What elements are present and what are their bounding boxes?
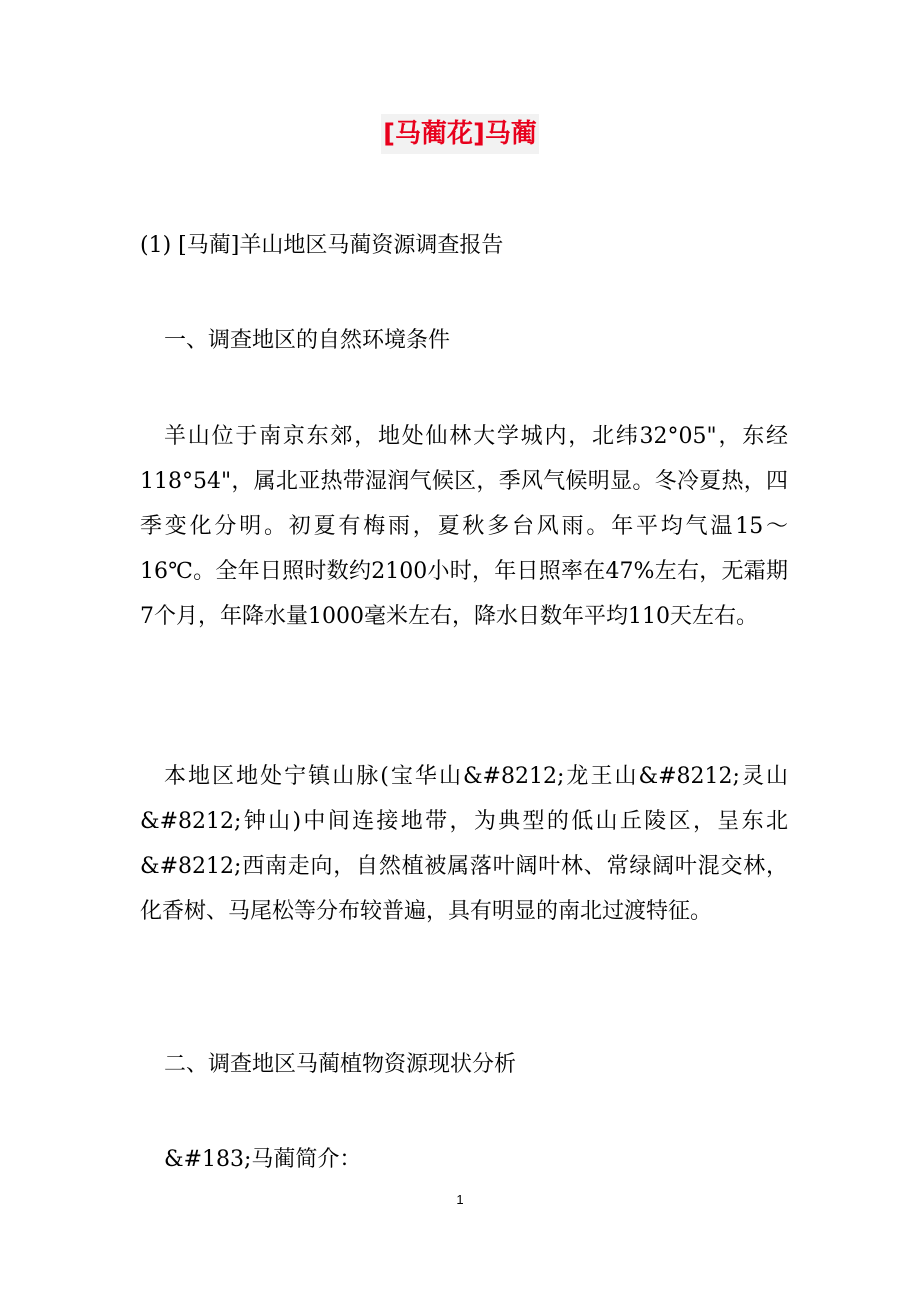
title-container [0, 114, 920, 154]
section-heading-1: 一、调查地区的自然环境条件 [164, 328, 451, 353]
section-heading-2: 二、调查地区马蔺植物资源现状分析 [164, 1052, 517, 1077]
subsection-heading: &#183;马蔺简介： [164, 1147, 362, 1172]
report-subtitle: (1) [马蔺]羊山地区马蔺资源调查报告 [140, 233, 504, 258]
document-title: [马蔺花]马蔺 [381, 114, 539, 154]
paragraph-natural-conditions: 羊山位于南京东郊，地处仙林大学城内，北纬32°05"，东经118°54"，属北亚热带湿润气候区，季风气候明显。冬冷夏热，四季变化分明。初夏有梅雨，夏秋多台风雨。年平均气温15～16℃。全年日照时数约2100小时，年日照率在47%左右，无霜期7个月，年降水量1000毫米左右，降水日数年平均110天左右。 [140, 424, 788, 629]
page-number: 1 [456, 1192, 464, 1207]
paragraph-geography: 本地区地处宁镇山脉(宝华山&#8212;龙王山&#8212;灵山&#8212;钟山)中间连接地带，为典型的低山丘陵区，呈东北&#8212;西南走向，自然植被属落叶阔叶林、常绿阔叶混交林，化香树、马尾松等分布较普遍，具有明显的南北过渡特征。 [140, 764, 788, 924]
